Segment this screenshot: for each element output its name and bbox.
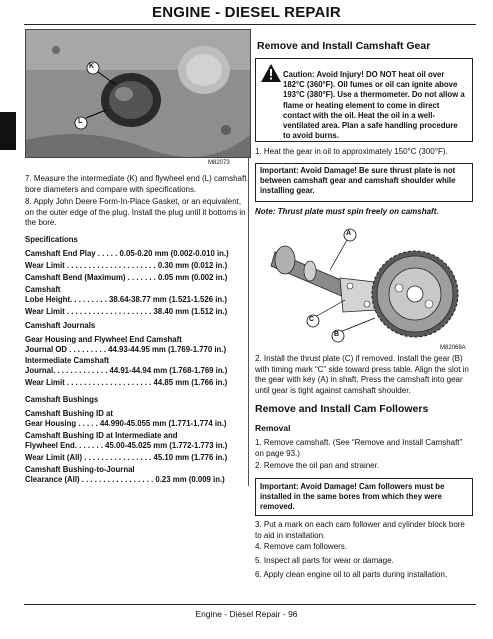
- bushings-heading: Camshaft Bushings: [25, 395, 99, 404]
- figure-id: M82073: [208, 160, 230, 166]
- spec-gear-housing-label: Gear Housing and Flywheel End Camshaft: [25, 335, 182, 344]
- spec-intermediate-journal: Journal. . . . . . . . . . . . . 44.91-44.94 mm (1.768-1.769 in.): [25, 366, 228, 375]
- removal-step-5: 5. Inspect all parts for wear or damage.: [255, 556, 394, 565]
- figure-id-2: M82068A: [440, 345, 466, 351]
- step-2-install-thrust-plate: 2. Install the thrust plate (C) if removed. Install the gear (B) with timing mark “C” side toward press table. Align the slot in the gear with key (A) in shaft. Press the camshaft into gear until gear is tight against camshaft shoulder.: [255, 354, 469, 395]
- spec-intermediate-label: Intermediate Camshaft: [25, 356, 110, 365]
- removal-step-4: 4. Remove cam followers.: [255, 542, 348, 551]
- spec-camshaft-label: Camshaft: [25, 285, 61, 294]
- callout-a: A: [346, 230, 352, 237]
- caution-box: [255, 58, 473, 142]
- column-divider: [248, 156, 249, 486]
- camshaft-gear-drawing: [255, 222, 473, 347]
- callout-k: K: [89, 63, 95, 70]
- note-thrust-plate: Note: Thrust plate must spin freely on camshaft.: [255, 207, 439, 216]
- important-text-2: Important: Avoid Damage! Cam followers must be installed in the same bores from which they were removed.: [260, 482, 445, 511]
- section-tab-marker: [0, 112, 16, 150]
- warning-icon: [261, 64, 281, 82]
- spec-camshaft-bend: Camshaft Bend (Maximum) . . . . . . . 0.05 mm (0.002 in.): [25, 273, 228, 282]
- step-1-heat-gear: 1. Heat the gear in oil to approximately 150°C (300°F).: [255, 147, 448, 156]
- important-box-1: [255, 163, 473, 202]
- callout-b: B: [334, 331, 340, 338]
- spec-end-play: Camshaft End Play . . . . . 0.05-0.20 mm (0.002-0.010 in.): [25, 249, 229, 258]
- spec-lobe-height: Lobe Height. . . . . . . . . 38.64-38.77 mm (1.521-1.526 in.): [25, 295, 227, 304]
- spec-bushing-intermediate-label: Camshaft Bushing ID at Intermediate and: [25, 431, 178, 440]
- specifications-heading: Specifications: [25, 235, 78, 244]
- camshaft-bore-photo: [25, 29, 251, 158]
- header-rule: [24, 24, 476, 25]
- removal-step-6: 6. Apply clean engine oil to all parts during installation.: [255, 570, 448, 579]
- spec-journal-od: Journal OD . . . . . . . . . 44.93-44.95 mm (1.769-1.770 in.): [25, 345, 227, 354]
- step-8: 8. Apply John Deere Form-In-Place Gasket, or an equivalent, on the outer edge of the plug. Install the plug until it bottoms in the bore.: [25, 197, 246, 227]
- removal-step-2: 2. Remove the oil pan and strainer.: [255, 461, 380, 470]
- journals-heading: Camshaft Journals: [25, 321, 96, 330]
- section-title-cam-followers: Remove and Install Cam Followers: [255, 403, 429, 415]
- page-footer: Engine - Diesel Repair - 96: [195, 609, 298, 619]
- spec-wear-limit-4: Wear Limit (All) . . . . . . . . . . . . . . . . 45.10 mm (1.776 in.): [25, 453, 228, 462]
- spec-wear-limit-3: Wear Limit . . . . . . . . . . . . . . . . . . . . 44.85 mm (1.766 in.): [25, 378, 228, 387]
- page-title: ENGINE - DIESEL REPAIR: [152, 4, 341, 21]
- spec-bushing-id-label: Camshaft Bushing ID at: [25, 409, 113, 418]
- callout-l: L: [78, 118, 83, 125]
- caution-text: Caution: Avoid Injury! DO NOT heat oil over 182°C (360°F). Oil fumes or oil can ignite above 193°C (380°F). Use a thermometer. Do not allow a flame or heating element to come in direct contact with the oil. Heat the oil in a well-ventilated area. Plan a safe handling procedure to avoid burns.: [283, 70, 465, 141]
- important-box-2: [255, 478, 473, 516]
- section-title-camshaft-gear: Remove and Install Camshaft Gear: [257, 40, 431, 52]
- removal-step-1: 1. Remove camshaft. (See “Remove and Install Camshaft” on page 93.): [255, 438, 463, 458]
- bore-photo-illustration: [26, 30, 250, 157]
- removal-step-3: 3. Put a mark on each cam follower and cylinder block bore to aid in installation.: [255, 520, 465, 540]
- spec-clearance: Clearance (All) . . . . . . . . . . . . . . . . . 0.23 mm (0.009 in.): [25, 475, 225, 484]
- step-7: 7. Measure the intermediate (K) and flywheel end (L) camshaft bore diameters and compare with specifications.: [25, 174, 247, 194]
- spec-bushing-gear-housing: Gear Housing . . . . . 44.990-45.055 mm (1.771-1.774 in.): [25, 419, 227, 428]
- footer-rule: [24, 604, 476, 605]
- important-text-1: Important: Avoid Damage! Be sure thrust plate is not between camshaft gear and camshaft shoulder while installing gear.: [260, 166, 456, 195]
- callout-c: C: [309, 316, 315, 323]
- removal-heading: Removal: [255, 423, 291, 433]
- spec-wear-limit-2: Wear Limit . . . . . . . . . . . . . . . . . . . . 38.40 mm (1.512 in.): [25, 307, 228, 316]
- spec-clearance-label: Camshaft Bushing-to-Journal: [25, 465, 135, 474]
- spec-bushing-flywheel-end: Flywheel End. . . . . . . 45.00-45.025 mm (1.772-1.773 in.): [25, 441, 228, 450]
- spec-wear-limit-1: Wear Limit . . . . . . . . . . . . . . . . . . . . . 0.30 mm (0.012 in.): [25, 261, 228, 270]
- camshaft-gear-illustration: [255, 222, 473, 347]
